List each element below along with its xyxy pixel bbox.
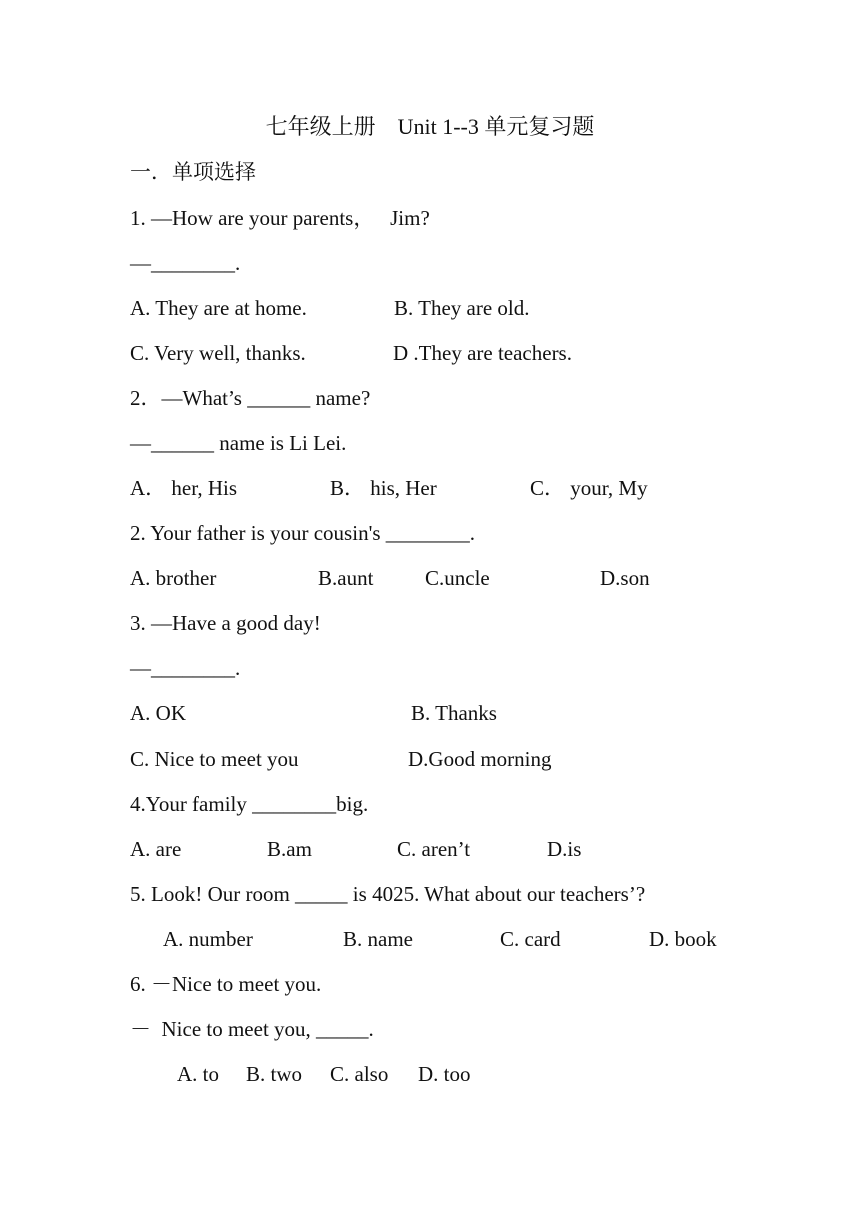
question-2b-option-b[interactable]: B.aunt — [318, 566, 374, 590]
question-4-option-d[interactable]: D.is — [547, 837, 582, 861]
question-6: 6. －Nice to meet you. — [130, 972, 322, 996]
question-1-option-a[interactable]: A. They are at home. — [130, 296, 307, 320]
question-6-reply: － Nice to meet you, _____. — [130, 1017, 374, 1041]
question-2-reply: —______ name is Li Lei. — [130, 431, 347, 455]
question-6-option-a[interactable]: A. to — [177, 1062, 219, 1086]
question-3-option-c[interactable]: C. Nice to meet you — [130, 747, 299, 771]
question-6-option-b[interactable]: B. two — [246, 1062, 303, 1086]
question-1-reply: —________. — [130, 251, 241, 275]
question-5-option-a[interactable]: A. number — [163, 927, 253, 951]
section-heading: 一．单项选择 — [130, 160, 256, 184]
question-4: 4.Your family ________big. — [130, 792, 369, 816]
question-5-option-c[interactable]: C. card — [500, 927, 561, 951]
question-2-option-c[interactable]: C． your, My — [530, 476, 648, 500]
question-1-option-b[interactable]: B. They are old. — [394, 296, 530, 320]
question-3-option-a[interactable]: A. OK — [130, 701, 186, 725]
question-3: 3. —Have a good day! — [130, 611, 321, 635]
question-5-option-b[interactable]: B. name — [343, 927, 413, 951]
question-2-option-a[interactable]: A． her, His — [130, 476, 238, 500]
question-4-option-a[interactable]: A. are — [130, 837, 182, 861]
question-1-option-d[interactable]: D .They are teachers. — [393, 341, 572, 365]
question-1: 1. —How are your parents， Jim? — [130, 206, 430, 230]
question-2-option-b[interactable]: B． his, Her — [330, 476, 437, 500]
question-6-option-c[interactable]: C. also — [330, 1062, 389, 1086]
question-2b-option-c[interactable]: C.uncle — [425, 566, 490, 590]
question-3-option-d[interactable]: D.Good morning — [408, 747, 552, 771]
question-2: 2．—What’s ______ name? — [130, 386, 371, 410]
question-4-option-b[interactable]: B.am — [267, 837, 312, 861]
question-2b: 2. Your father is your cousin's ________. — [130, 521, 476, 545]
question-5: 5. Look! Our room _____ is 4025. What about our teachers’? — [130, 882, 646, 906]
question-6-option-d[interactable]: D. too — [418, 1062, 471, 1086]
page-title: 七年级上册 Unit 1--3 单元复习题 — [265, 114, 595, 139]
question-1-option-c[interactable]: C. Very well, thanks. — [130, 341, 306, 365]
question-2b-option-a[interactable]: A. brother — [130, 566, 217, 590]
question-4-option-c[interactable]: C. aren’t — [397, 837, 471, 861]
question-2b-option-d[interactable]: D.son — [600, 566, 650, 590]
question-3-option-b[interactable]: B. Thanks — [411, 701, 497, 725]
question-5-option-d[interactable]: D. book — [649, 927, 717, 951]
question-3-reply: —________. — [130, 656, 241, 680]
